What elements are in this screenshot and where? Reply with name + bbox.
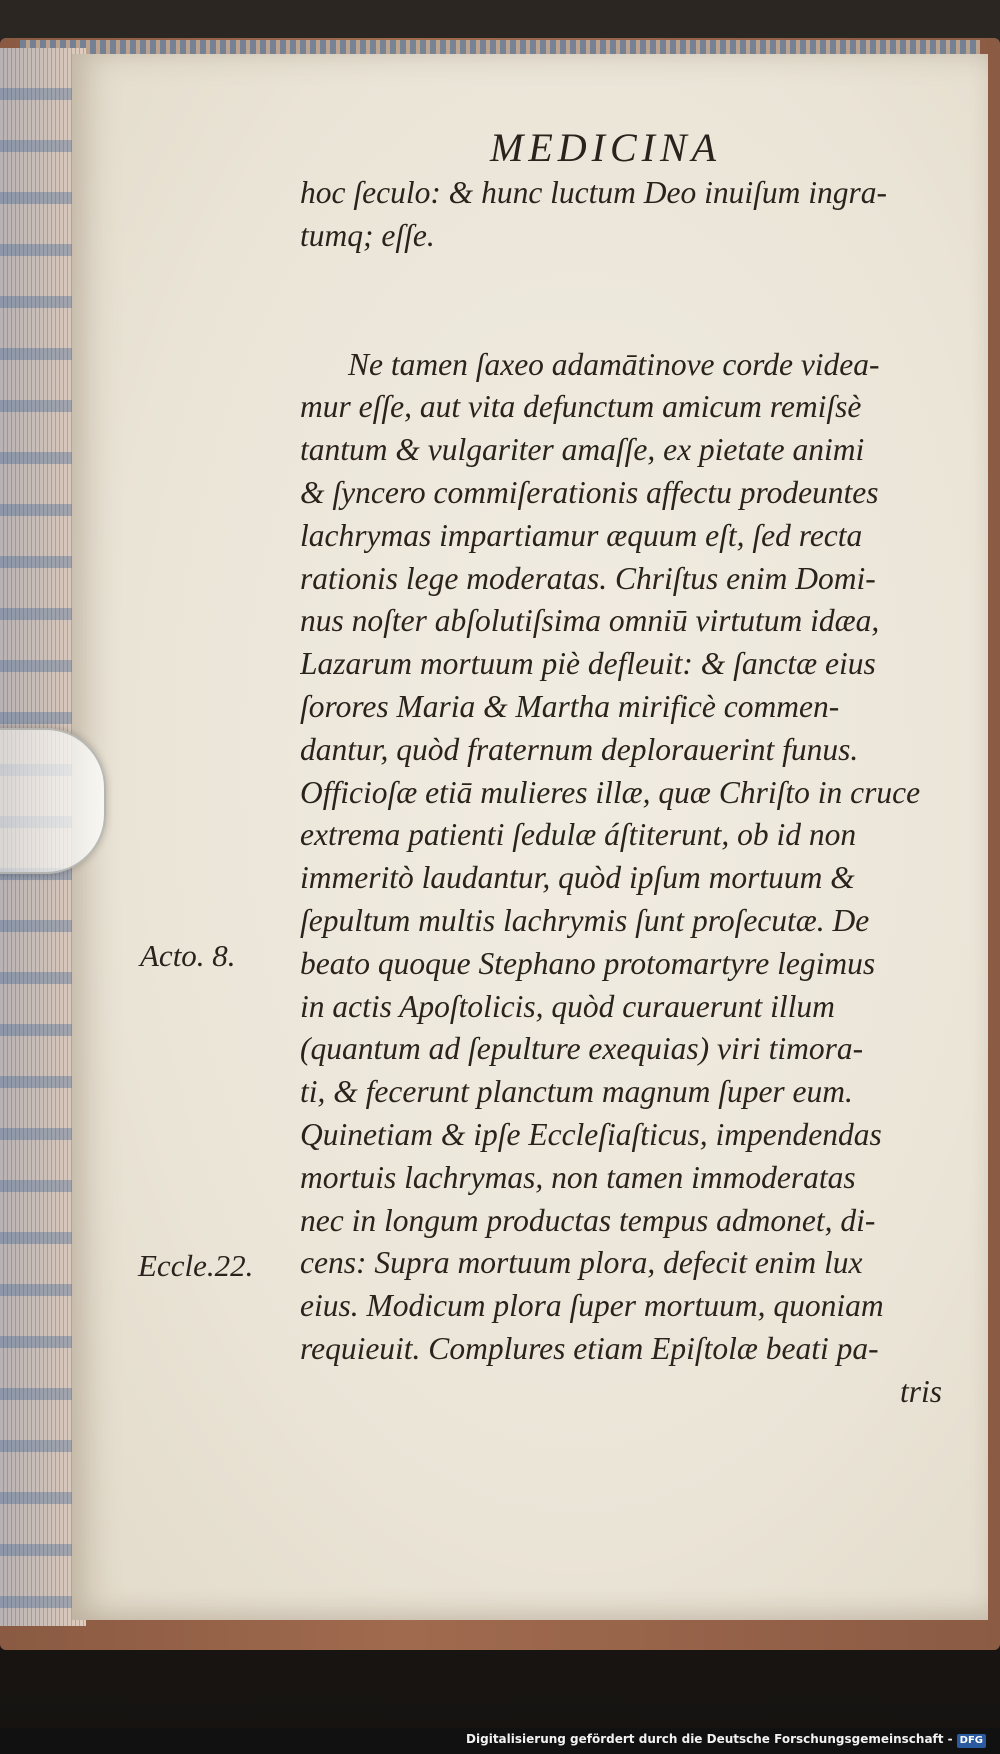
marginal-note: Acto. 8.	[140, 938, 236, 973]
credit-text: Digitalisierung gefördert durch die Deutsche Forschungsgemeinschaft -	[466, 1732, 953, 1746]
text-line: requieuit. Complures etiam Epiſtolæ beati pa-	[300, 1330, 879, 1366]
funding-credit	[466, 1732, 986, 1748]
text-line: ſepultum multis lachrymis ſunt proſecutæ. De	[300, 902, 870, 938]
text-line: lachrymas impartiamur æquum eſt, ſed recta	[300, 517, 863, 553]
text-line: mur eſſe, aut vita defunctum amicum remiſsè	[300, 389, 862, 425]
text-line: tantum & vulgariter amaſſe, ex pietate animi	[300, 432, 865, 468]
text-line: immeritò laudantur, quòd ipſum mortuum &	[300, 860, 855, 896]
text-line: extrema patienti ſedulæ áſtiterunt, ob id non	[300, 817, 857, 853]
text-line: nus noſter abſolutiſsima omniū virtutum idæa,	[300, 603, 880, 639]
text-line: cens: Supra mortuum plora, defecit enim lux	[300, 1245, 863, 1281]
text-line: ſorores Maria & Martha mirificè commen-	[300, 688, 840, 724]
text-line: Quinetiam & ipſe Eccleſiaſticus, impendendas	[300, 1116, 882, 1152]
body-text	[300, 172, 966, 1414]
text-line: (quantum ad ſepulture exequias) viri timora-	[300, 1031, 864, 1067]
text-line: tumq; eſſe.	[300, 217, 435, 253]
dfg-logo-icon: DFG	[957, 1734, 986, 1748]
text-line: Lazarum mortuum piè defleuit: & ſanctæ eius	[300, 646, 876, 682]
text-line: Officioſæ etiā mulieres illæ, quæ Chriſto in cruce	[300, 774, 921, 810]
text-line: mortuis lachrymas, non tamen immoderatas	[300, 1159, 856, 1195]
text-line: hoc ſeculo: & hunc luctum Deo inuiſum ingra-	[300, 175, 888, 210]
text-line: ti, & fecerunt planctum magnum ſuper eum.	[300, 1074, 853, 1110]
scanner-clip	[0, 728, 106, 874]
text-line: dantur, quòd fraternum deplorauerint funus.	[300, 731, 859, 767]
text-line: beato quoque Stephano protomartyre legimus	[300, 945, 876, 981]
text-line: Ne tamen ſaxeo adamātinove corde videa-	[348, 346, 880, 382]
marginal-note: Eccle.22.	[138, 1248, 254, 1283]
catchword: tris	[899, 1373, 942, 1409]
text-line: rationis lege moderatas. Chriſtus enim Domi-	[300, 560, 876, 596]
text-line: nec in longum productas tempus admonet, di-	[300, 1202, 876, 1238]
text-line: in actis Apoſtolicis, quòd curauerunt illum	[300, 988, 835, 1024]
running-head: MEDICINA	[490, 125, 722, 170]
paragraph-gap	[300, 258, 966, 344]
text-line: & ſyncero commiſerationis affectu prodeuntes	[300, 474, 879, 510]
text-line: eius. Modicum plora ſuper mortuum, quoniam	[300, 1288, 884, 1324]
